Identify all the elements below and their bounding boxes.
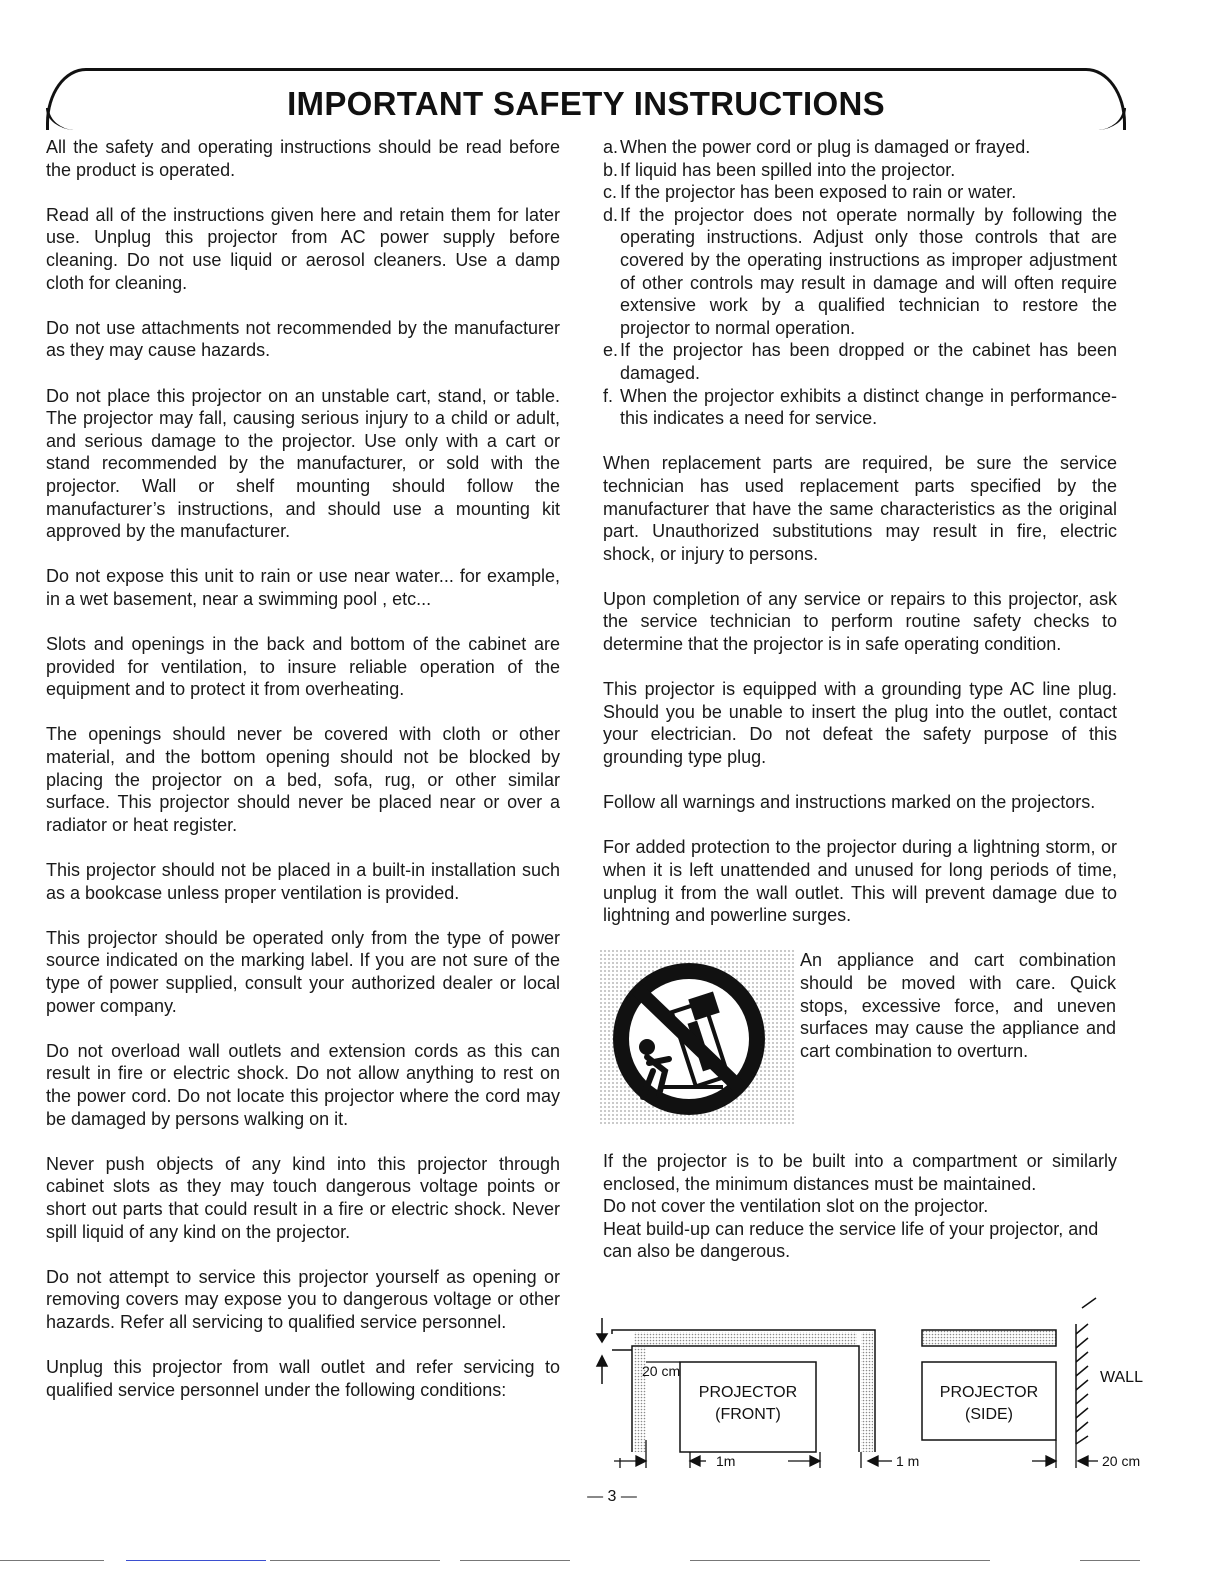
wall-label: WALL bbox=[1100, 1369, 1143, 1386]
side-enclosure-top bbox=[922, 1330, 1056, 1346]
front-enclosure-right bbox=[861, 1332, 873, 1452]
paragraph: Do not attempt to service this projector yourself as opening or removing covers may expose you to dangerous voltage or other hazards. Refer all servicing to qualified service personnel. bbox=[46, 1266, 560, 1332]
left-column bbox=[46, 136, 560, 1401]
paragraph: Slots and openings in the back and bottom of the cabinet are provided for ventilation, to insure reliable operation of the equipment and to protect it from overheating. bbox=[46, 634, 560, 700]
cart-tip-over-warning-icon bbox=[599, 949, 795, 1125]
paragraph: When replacement parts are required, be sure the service technician has used replacement parts specified by the manufacturer that have the same characteristics as the original part. Unauthorized substitutions may result in fire, electric shock, or injury to persons. bbox=[603, 453, 1117, 564]
clearance-wall-label: 20 cm bbox=[1102, 1453, 1141, 1469]
paragraph: Do not place this projector on an unstable cart, stand, or table. The projector may fall, causing serious injury to a child or adult, and serious damage to the projector. Use only with a cart or stand recommended by the manufacturer, or sold with the projector. Wall or shelf mounting should follow the manufacturer’s instructions, and should use a mounting kit approved by the manufacturer. bbox=[46, 385, 560, 542]
clearance-side-front-label: 1m bbox=[716, 1453, 736, 1469]
right-column bbox=[603, 136, 1117, 1263]
page-title: IMPORTANT SAFETY INSTRUCTIONS bbox=[287, 85, 885, 122]
list-item: d. If the projector does not operate normally by following the operating instructions. Adjust only those controls that are covered by the operating instructions as improper adjustment of other controls may result in damage and will often require extensive work by a qualified technician to restore the projector to normal operation. bbox=[603, 204, 1117, 338]
paragraph: Read all of the instructions given here and retain them for later use. Unplug this projector from AC power supply before cleaning. Do not use liquid or aerosol cleaners. Use a damp cloth for cleaning. bbox=[46, 204, 560, 293]
list-item: f. When the projector exhibits a distinct change in performance-this indicates a need for service. bbox=[603, 385, 1117, 429]
paragraph: This projector should be operated only from the type of power source indicated on the marking label. If you are not sure of the type of power supplied, consult your authorized dealer or local power company. bbox=[46, 927, 560, 1016]
list-item: e. If the projector has been dropped or the cabinet has been damaged. bbox=[603, 340, 1117, 383]
service-conditions-list bbox=[603, 136, 1117, 430]
paragraph: Upon completion of any service or repairs to this projector, ask the service technician to perform routine safety checks to determine that the projector is in safe operating condition. bbox=[603, 588, 1117, 655]
front-enclosure-top bbox=[634, 1332, 857, 1345]
list-item: c. If the projector has been exposed to rain or water. bbox=[603, 182, 1017, 203]
text-line: If the projector is to be built into a compartment or similarly enclosed, the minimum distances must be maintained. bbox=[603, 1150, 1117, 1194]
projector-front-label: PROJECTOR bbox=[698, 1384, 798, 1401]
page-number: — 3 — bbox=[587, 1488, 637, 1505]
paragraph: This projector should not be placed in a built-in installation such as a bookcase unless proper ventilation is provided. bbox=[46, 860, 560, 903]
text-line: Heat build-up can reduce the service life of your projector, and can also be dangerous. bbox=[603, 1218, 1099, 1262]
cart-warning-text: An appliance and cart combination should be moved with care. Quick stops, excessive force, and uneven surfaces may cause the appliance and cart combination to overturn. bbox=[800, 950, 1116, 1061]
paragraph: Never push objects of any kind into this projector through cabinet slots as they may touch dangerous voltage points or short out parts that could result in a fire or electric shock. Never spill liquid of any kind on the projector. bbox=[46, 1153, 560, 1242]
clearance-diagram bbox=[592, 1294, 1164, 1485]
projector-side-sublabel: (SIDE) bbox=[965, 1406, 1013, 1423]
paragraph: The openings should never be covered with cloth or other material, and the bottom opening should not be blocked by placing the projector on a bed, sofa, rug, or other similar surface. This projector should never be placed near or over a radiator or heat register. bbox=[46, 724, 560, 835]
paragraph: Follow all warnings and instructions marked on the projectors. bbox=[603, 792, 1096, 813]
cart-warning-block bbox=[603, 949, 1117, 1127]
paragraph: Do not overload wall outlets and extension cords as this can result in fire or electric shock. Do not allow anything to rest on the power cord. Do not locate this projector where the cord may be damaged by persons walking on it. bbox=[46, 1040, 560, 1129]
projector-side-label: PROJECTOR bbox=[939, 1384, 1039, 1401]
paragraph: All the safety and operating instructions should be read before the product is operated. bbox=[46, 137, 560, 180]
wall bbox=[1076, 1298, 1096, 1444]
projector-front-sublabel: (FRONT) bbox=[715, 1406, 781, 1423]
title-frame bbox=[46, 68, 1126, 130]
clearance-side-label: 1 m bbox=[896, 1453, 920, 1469]
paragraph: Do not use attachments not recommended by the manufacturer as they may cause hazards. bbox=[46, 317, 560, 361]
list-item: a. When the power cord or plug is damaged or frayed. bbox=[603, 137, 1031, 157]
bottom-rule bbox=[0, 1560, 1224, 1562]
paragraph: This projector is equipped with a grounding type AC line plug. Should you be unable to insert the plug into the outlet, contact your electrician. Do not defeat the safety purpose of this grounding type plug. bbox=[603, 679, 1117, 768]
paragraph: Unplug this projector from wall outlet and refer servicing to qualified service personnel under the following conditions: bbox=[46, 1357, 560, 1400]
paragraph: For added protection to the projector during a lightning storm, or when it is left unattended and unused for long periods of time, unplug it from the wall outlet. This will prevent damage due to lightning and powerline surges. bbox=[603, 837, 1117, 926]
list-item: b. If liquid has been spilled into the projector. bbox=[603, 159, 956, 180]
ventilation-notes bbox=[603, 1150, 1117, 1263]
projector-side-box bbox=[922, 1362, 1056, 1440]
text-line: Do not cover the ventilation slot on the projector. bbox=[603, 1196, 989, 1217]
clearance-top-label: 20 cm bbox=[642, 1363, 681, 1379]
paragraph: Do not expose this unit to rain or use near water... for example, in a wet basement, near a swimming pool , etc... bbox=[46, 566, 560, 609]
